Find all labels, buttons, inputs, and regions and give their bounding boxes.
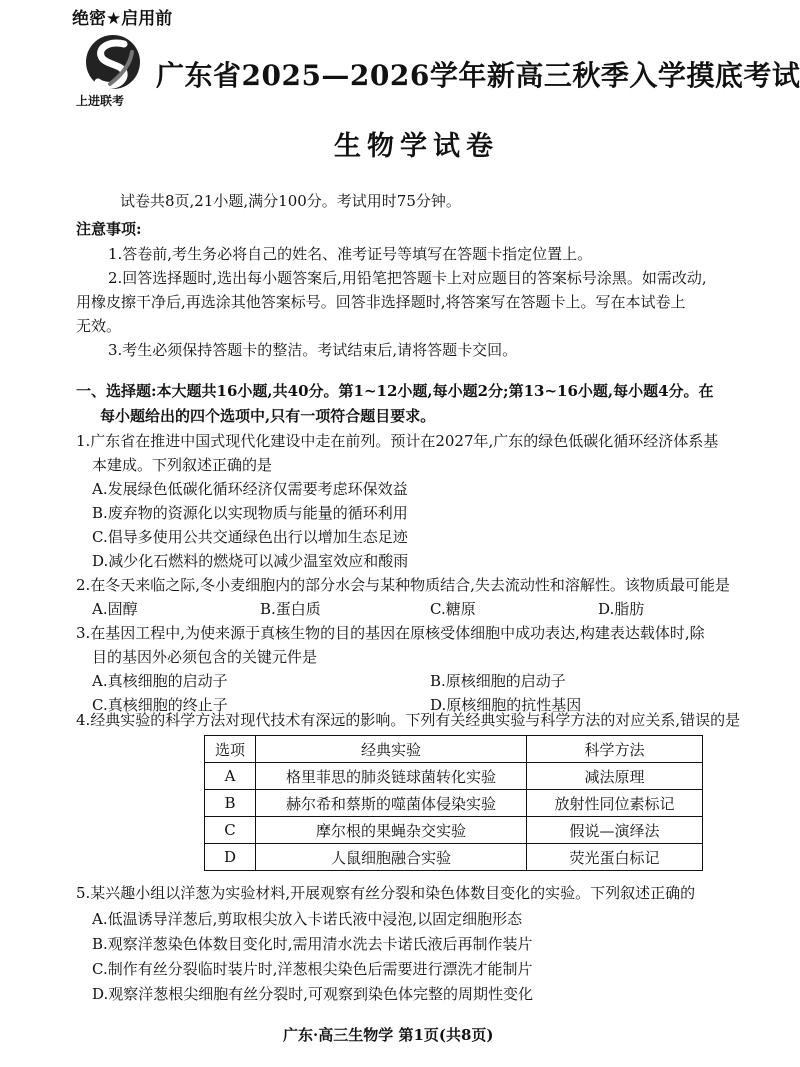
- notice-line: 无效。: [76, 317, 122, 335]
- q4-table: [204, 735, 703, 871]
- table-row: [205, 817, 703, 844]
- q2-stem: 2.在冬天来临之际,冬小麦细胞内的部分水会与某种物质结合,失去流动性和溶解性。该物质最可能是: [76, 576, 730, 594]
- q5-option-b: B.观察洋葱染色体数目变化时,需用清水洗去卡诺氏液后再制作装片: [92, 935, 533, 953]
- exam-title: 广东省2025—2026学年新高三秋季入学摸底考试: [156, 59, 800, 92]
- table-cell: 假说—演绎法: [527, 817, 703, 844]
- notice-line: 2.回答选择题时,选出每小题答案后,用铅笔把答题卡上对应题目的答案标号涂黑。如需改动,: [108, 269, 707, 287]
- logo-text: 上进联考: [76, 94, 125, 108]
- notice-line: 1.答卷前,考生务必将自己的姓名、准考证号等填写在答题卡指定位置上。: [108, 245, 593, 263]
- q5-option-a: A.低温诱导洋葱后,剪取根尖放入卡诺氏液中浸泡,以固定细胞形态: [92, 910, 523, 928]
- secret-label: 绝密★启用前: [72, 9, 173, 29]
- section1-heading-cont: 每小题给出的四个选项中,只有一项符合题目要求。: [100, 407, 436, 425]
- table-cell: 赫尔希和蔡斯的噬菌体侵染实验: [256, 790, 527, 817]
- q2-option-c: C.糖原: [430, 600, 476, 618]
- table-cell: B: [205, 790, 256, 817]
- q2-option-a: A.固醇: [92, 600, 138, 618]
- table-header-row: [205, 736, 703, 763]
- q3-option-a: A.真核细胞的启动子: [92, 672, 228, 690]
- table-row: [205, 790, 703, 817]
- q5-option-c: C.制作有丝分裂临时装片时,洋葱根尖染色后需要进行漂洗才能制片: [92, 960, 533, 978]
- q1-stem: 1.广东省在推进中国式现代化建设中走在前列。预计在2027年,广东的绿色低碳化循环经济体系基: [76, 432, 719, 450]
- q3-option-c: C.真核细胞的终止子: [92, 696, 228, 714]
- table-cell: A: [205, 763, 256, 790]
- q1-option-c: C.倡导多使用公共交通绿色出行以增加生态足迹: [92, 528, 408, 546]
- q4-stem: 4.经典实验的科学方法对现代技术有深远的影响。下列有关经典实验与科学方法的对应关系,错误的是: [76, 711, 741, 729]
- table-row: [205, 763, 703, 790]
- q1-stem-cont: 本建成。下列叙述正确的是: [92, 456, 273, 474]
- q3-option-b: B.原核细胞的启动子: [430, 672, 566, 690]
- q2-option-b: B.蛋白质: [260, 600, 321, 618]
- table-cell: 放射性同位素标记: [527, 790, 703, 817]
- q1-option-d: D.减少化石燃料的燃烧可以减少温室效应和酸雨: [92, 552, 409, 570]
- table-cell: 格里菲思的肺炎链球菌转化实验: [256, 763, 527, 790]
- notice-line: 3.考生必须保持答题卡的整洁。考试结束后,请将答题卡交回。: [108, 341, 518, 359]
- table-row: [205, 844, 703, 871]
- notice-heading: 注意事项:: [76, 220, 142, 238]
- intro-text: 试卷共8页,21小题,满分100分。考试用时75分钟。: [120, 192, 461, 210]
- table-cell: D: [205, 844, 256, 871]
- table-cell: 摩尔根的果蝇杂交实验: [256, 817, 527, 844]
- q3-stem: 3.在基因工程中,为使来源于真核生物的目的基因在原核受体细胞中成功表达,构建表达载体时,除: [76, 624, 705, 642]
- table-header-cell: 经典实验: [256, 736, 527, 763]
- table-cell: 荧光蛋白标记: [527, 844, 703, 871]
- q1-option-b: B.废弃物的资源化以实现物质与能量的循环利用: [92, 504, 408, 522]
- table-cell: 减法原理: [527, 763, 703, 790]
- q5-stem: 5.某兴趣小组以洋葱为实验材料,开展观察有丝分裂和染色体数目变化的实验。下列叙述正确的: [76, 884, 696, 902]
- q3-stem-cont: 目的基因外必须包含的关键元件是: [92, 648, 318, 666]
- table-header-cell: 科学方法: [527, 736, 703, 763]
- table-header-cell: 选项: [205, 736, 256, 763]
- q2-option-d: D.脂肪: [598, 600, 645, 618]
- notice-line: 用橡皮擦干净后,再选涂其他答案标号。回答非选择题时,将答案写在答题卡上。写在本试卷上: [76, 293, 686, 311]
- q5-option-d: D.观察洋葱根尖细胞有丝分裂时,可观察到染色体完整的周期性变化: [92, 985, 534, 1003]
- table-cell: C: [205, 817, 256, 844]
- section1-heading: 一、选择题:本大题共16小题,共40分。第1~12小题,每小题2分;第13~16小题,每小题4分。在: [76, 382, 714, 400]
- q3-option-d: D.原核细胞的抗性基因: [430, 696, 582, 714]
- subject-title: 生物学试卷: [334, 131, 499, 162]
- table-cell: 人鼠细胞融合实验: [256, 844, 527, 871]
- q1-option-a: A.发展绿色低碳化循环经济仅需要考虑环保效益: [92, 480, 408, 498]
- page-footer: 广东·高三生物学 第1页(共8页): [283, 1026, 494, 1044]
